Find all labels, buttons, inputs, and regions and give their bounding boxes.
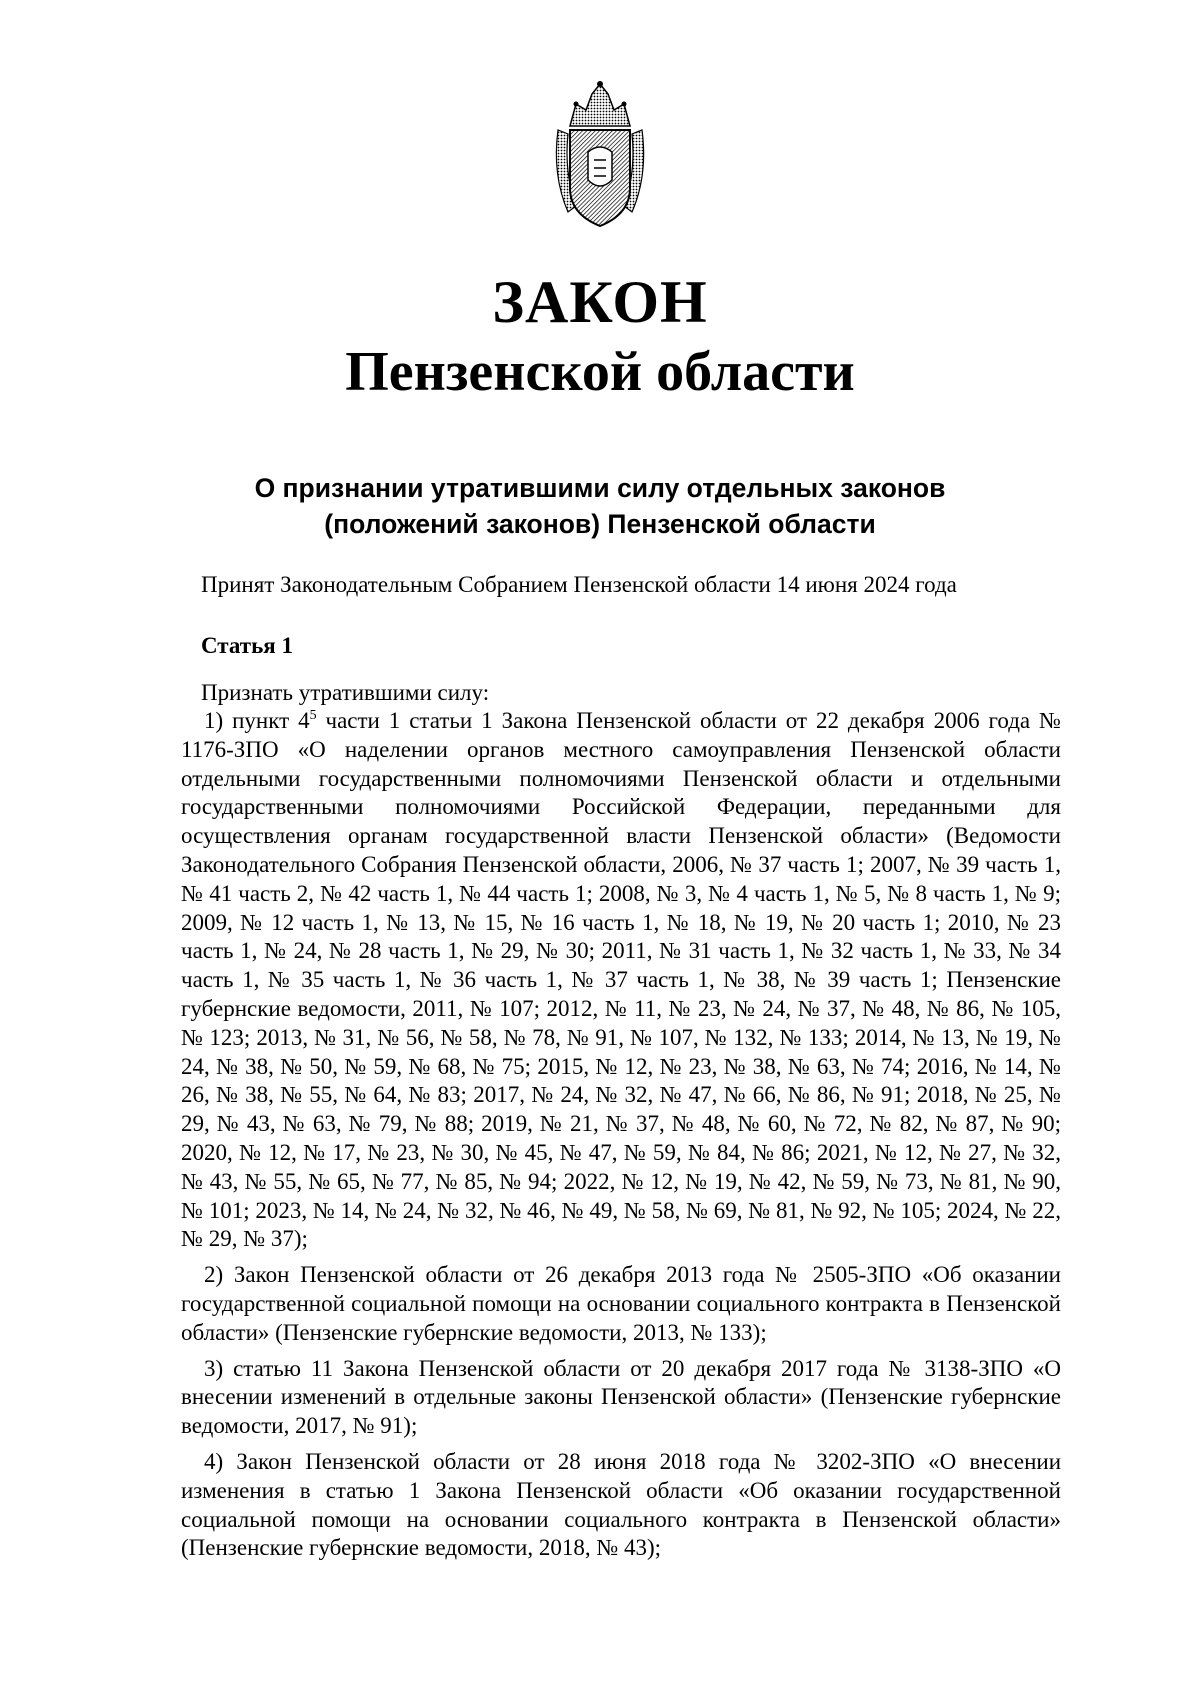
list-item-text-rest: части 1 статьи 1 Закона Пензенской области от 22 декабря 2006 года № 1176-ЗПО «О наделении органов местного самоуправления Пензенской области отдельными государственными полномочиями Пензенской области и отдельными государственными полномочиями Российской Федерации, переданными для осуществления органам государственной власти Пензенской области» (Ведомости Законодательного Собрания Пензенской области, 2006, № 37 часть 1; 2007, № 39 часть 1, № 41 часть 2, № 42 часть 1, № 44 часть 1; 2008, № 3, № 4 часть 1, № 5, № 8 часть 1, № 9; 2009, № 12 часть 1, № 13, № 15, № 16 часть 1, № 18, № 19, № 20 часть 1; 2010, № 23 часть 1, № 24, № 28 часть 1, № 29, № 30; 2011, № 31 часть 1, № 32 часть 1, № 33, № 34 часть 1, № 35 часть 1, № 36 часть 1, № 37 часть 1, № 38, № 39 часть 1; Пензенские губернские ведомости, 2011, № 107; 2012, № 11, № 23, № 24, № 37, № 48, № 86, № 105, № 123; 2013, № 31, № 56, № 58, № 78, № 91, № 107, № 132, № 133; 2014, № 13, № 19, № 24, № 38, № 50, № 59, № 68, № 75; 2015, № 12, № 23, № 38, № 63, № 74; 2016, № 14, № 26, № 38, № 55, № 64, № 83; 2017, № 24, № 32, № 47, № 66, № 86, № 91; 2018, № 25, № 29, № 43, № 63, № 79, № 88; 2019, № 21, № 37, № 48, № 60, № 72, № 82, № 87, № 90; 2020, № 12, № 17, № 23, № 30, № 45, № 47, № 59, № 84, № 86; 2021, № 12, № 27, № 32, № 43, № 55, № 65, № 77, № 85, № 94; 2022, № 12, № 19, № 42, № 59, № 73, № 81, № 90, № 101; 2023, № 14, № 24, № 32, № 46, № 49, № 58, № 69, № 81, № 92, № 105; 2024, № 22, № 29, № 37); bbox=[181, 708, 1061, 1252]
list-item: 3) статью 11 Закона Пензенской области от 20 декабря 2017 года № 3138-ЗПО «О внесении изменений в отдельные законы Пензенской области» (Пензенские губернские ведомости, 2017, № 91); bbox=[181, 1355, 1061, 1439]
article-heading: Статья 1 bbox=[201, 633, 293, 658]
region-title: Пензенской области bbox=[345, 341, 855, 403]
law-subject-line-2: (положений законов) Пензенской области bbox=[324, 509, 876, 539]
list-item: 2) Закон Пензенской области от 26 декабря 2013 года № 2505-ЗПО «Об оказании государственной социальной помощи на основании социального контракта в Пензенской области» (Пензенские губернские ведомости, 2013, № 133); bbox=[181, 1262, 1061, 1345]
law-subject-heading bbox=[0, 470, 1200, 542]
list-item bbox=[181, 707, 1061, 1254]
article-intro: Признать утратившими силу: bbox=[201, 680, 490, 705]
law-title: ЗАКОН bbox=[492, 269, 708, 335]
adoption-statement: Принят Законодательным Собранием Пензенской области 14 июня 2024 года bbox=[201, 572, 957, 597]
superscript-index: 5 bbox=[309, 708, 317, 723]
list-item-text-start: 1) пункт 4 bbox=[204, 708, 310, 733]
coat-of-arms-emblem bbox=[548, 80, 652, 230]
law-subject-line-1: О признании утратившими силу отдельных законов bbox=[254, 473, 946, 503]
list-item: 4) Закон Пензенской области от 28 июня 2018 года № 3202-ЗПО «О внесении изменения в статью 1 Закона Пензенской области «Об оказании государственной социальной помощи на основании социального контракта в Пензенской области» (Пензенские губернские ведомости, 2018, № 43); bbox=[181, 1448, 1061, 1561]
article-body bbox=[181, 707, 1061, 1570]
